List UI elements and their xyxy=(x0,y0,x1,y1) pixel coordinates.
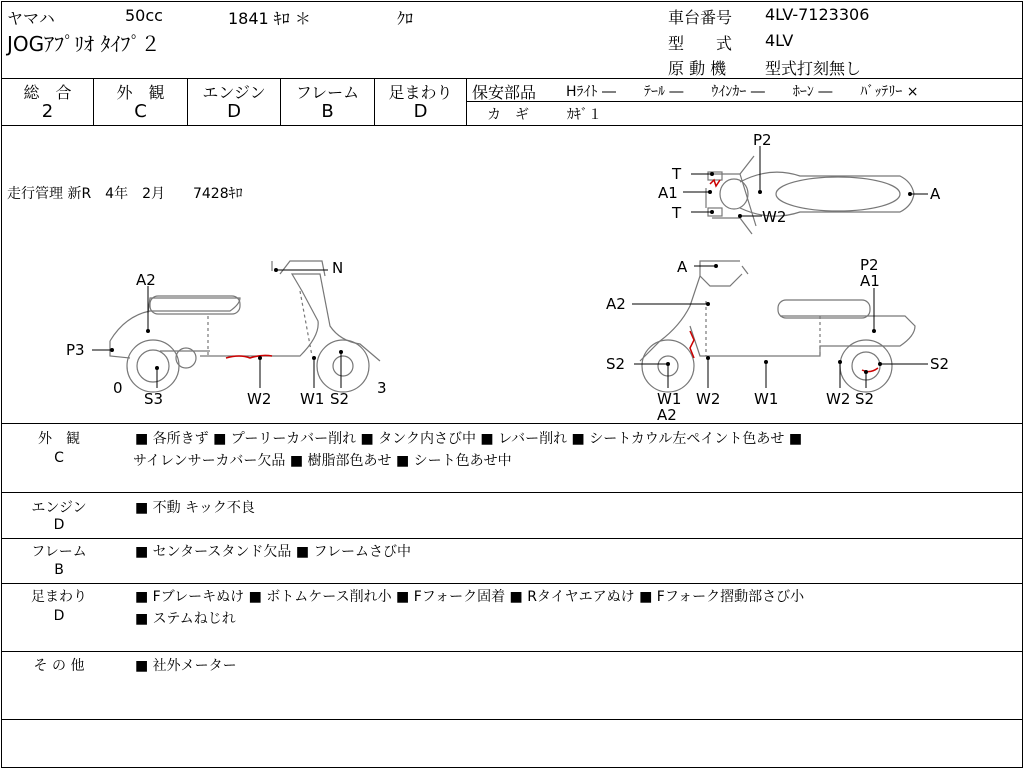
label-right-W1: W1 xyxy=(657,390,682,408)
safety-label: 保安部品 xyxy=(472,83,537,102)
label-left-A2: A2 xyxy=(136,271,156,289)
comment-suspension-line1: ■ Fブレーキぬけ ■ ボトムケース削れ小 ■ Fフォーク固着 ■ Rタイヤエアぬけ ■ Fフォーク摺動部さび小 xyxy=(135,589,805,605)
grade-engine-label: エンジン xyxy=(202,83,266,102)
comment-suspension-label: 足まわり xyxy=(31,589,87,605)
comment-frame-grade: B xyxy=(54,562,64,578)
label-top-T1: T xyxy=(672,165,682,183)
frame-no-label: 車台番号 xyxy=(668,8,733,27)
mileage: 1841 ｷﾛ ＊ xyxy=(228,9,311,28)
comment-engine-label: エンジン xyxy=(31,500,87,516)
odometer-note: 走行管理 新R 4年 2月 7428ｷﾛ xyxy=(7,186,243,202)
comment-exterior-line1: ■ 各所きず ■ プーリーカバー削れ ■ タンク内さび中 ■ レバー削れ ■ シートカウル左ペイント色あせ ■ xyxy=(135,431,803,447)
frame-no: 4LV-7123306 xyxy=(765,5,870,24)
label-left-0: 0 xyxy=(113,379,123,397)
label-right-W2a: W2 xyxy=(696,390,721,408)
label-top-T2: T xyxy=(672,204,682,222)
comment-suspension-grade: D xyxy=(53,608,65,624)
label-right-W1b: W1 xyxy=(754,390,779,408)
label-right-A: A xyxy=(677,258,688,276)
comment-frame-label: フレーム xyxy=(31,544,87,560)
engine-value: 型式打刻無し xyxy=(765,59,862,78)
grade-frame-label: フレーム xyxy=(295,83,360,102)
label-right-S2a: S2 xyxy=(606,355,626,373)
comment-engine-grade: D xyxy=(53,517,65,533)
key-label: カ ギ xyxy=(487,107,529,123)
key-value: ｶｷﾞ１ xyxy=(567,107,602,123)
displacement: 50cc xyxy=(125,6,163,25)
label-left-W1: W1 xyxy=(300,390,325,408)
label-right-A2: A2 xyxy=(606,295,626,313)
label-right-A1: A1 xyxy=(860,272,880,290)
comment-engine-line1: ■ 不動 キック不良 xyxy=(135,500,255,516)
type-value: 4LV xyxy=(765,31,794,50)
grade-exterior-label: 外 観 xyxy=(116,83,165,102)
label-left-W2: W2 xyxy=(247,390,272,408)
label-left-P3: P3 xyxy=(66,341,85,359)
label-top-W2: W2 xyxy=(762,208,787,226)
label-right-S2c: S2 xyxy=(930,355,950,373)
model-name: JOGｱﾌﾟﾘｵ ﾀｲﾌﾟ２ xyxy=(7,32,161,56)
label-right-S2b: S2 xyxy=(855,390,875,408)
maker: ヤマハ xyxy=(7,9,55,28)
comment-suspension-line2: ■ ステムねじれ xyxy=(135,611,236,627)
label-left-S3: S3 xyxy=(144,390,164,408)
grade-exterior-value: C xyxy=(134,101,147,122)
grade-frame-value: B xyxy=(321,101,334,122)
color: ｸﾛ xyxy=(397,9,414,28)
label-top-A1: A1 xyxy=(658,184,678,202)
label-right-W2b: W2 xyxy=(826,390,851,408)
label-left-N: N xyxy=(332,259,344,277)
comment-exterior-grade: C xyxy=(54,450,64,466)
top-view-scooter xyxy=(706,156,914,234)
label-top-P2: P2 xyxy=(753,131,772,149)
comment-other-label: そ の 他 xyxy=(33,658,85,674)
label-right-P2: P2 xyxy=(860,256,879,274)
grade-overall-value: 2 xyxy=(41,101,54,122)
comment-frame-line1: ■ センタースタンド欠品 ■ フレームさび中 xyxy=(135,544,411,560)
grade-overall-label: 総 合 xyxy=(23,83,72,102)
damage-diagram xyxy=(0,126,1022,422)
comment-other-line1: ■ 社外メーター xyxy=(135,658,237,674)
label-left-3: 3 xyxy=(377,379,387,397)
type-label: 型 式 xyxy=(668,34,733,53)
grade-engine-value: D xyxy=(227,101,241,122)
grade-suspension-label: 足まわり xyxy=(388,83,453,102)
label-right-A2b: A2 xyxy=(657,406,677,422)
comment-exterior-line2: サイレンサーカバー欠品 ■ 樹脂部色あせ ■ シート色あせ中 xyxy=(133,453,512,469)
label-left-S2: S2 xyxy=(330,390,350,408)
label-top-A: A xyxy=(930,185,941,203)
safety-items: Hﾗｲﾄ ― ﾃｰﾙ ― ｳｲﾝｶｰ ― ﾎｰﾝ ― ﾊﾞｯﾃﾘｰ × xyxy=(566,84,919,100)
comment-exterior-label: 外 観 xyxy=(38,431,80,447)
engine-label: 原 動 機 xyxy=(668,59,727,78)
grade-suspension-value: D xyxy=(413,101,428,122)
